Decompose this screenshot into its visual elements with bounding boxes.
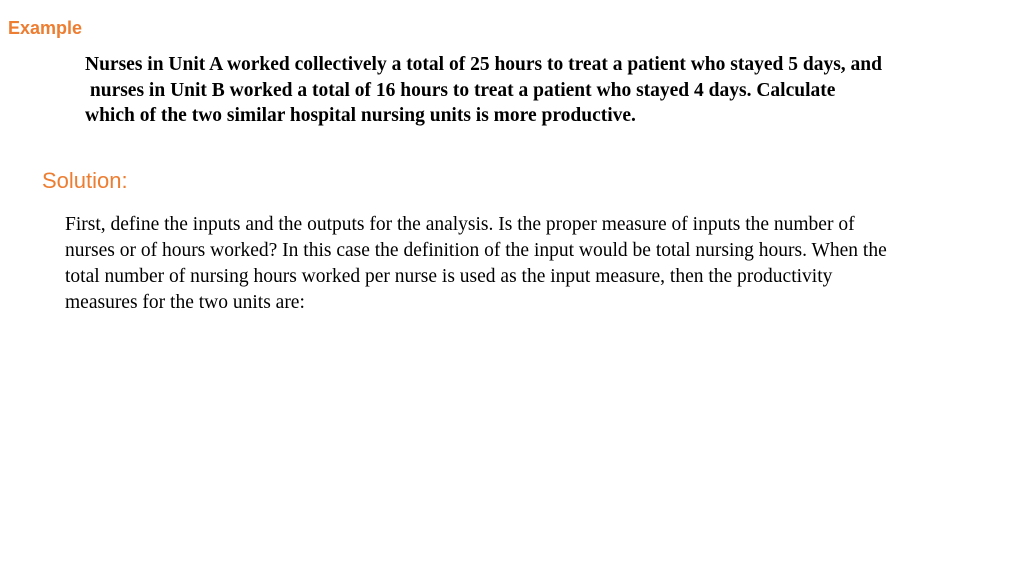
solution-heading: Solution: — [42, 168, 128, 193]
solution-line: nurses or of hours worked? In this case the definition of the input would be total nursing hours. When the — [65, 240, 887, 261]
solution-line: First, define the inputs and the outputs for the analysis. Is the proper measure of inputs the number of — [65, 214, 855, 235]
problem-line: Nurses in Unit A worked collectively a total of 25 hours to treat a patient who stayed 5 days, and — [85, 54, 882, 75]
solution-line: total number of nursing hours worked per nurse is used as the input measure, then the productivity — [65, 266, 838, 287]
example-heading: Example — [8, 18, 83, 38]
problem-statement — [85, 52, 956, 129]
solution-line: measures for the two units are: — [65, 292, 305, 313]
solution-text — [65, 212, 967, 316]
problem-line: which of the two similar hospital nursing units is more productive. — [85, 105, 636, 126]
problem-line: nurses in Unit B worked a total of 16 hours to treat a patient who stayed 4 days. Calculate — [85, 79, 836, 101]
